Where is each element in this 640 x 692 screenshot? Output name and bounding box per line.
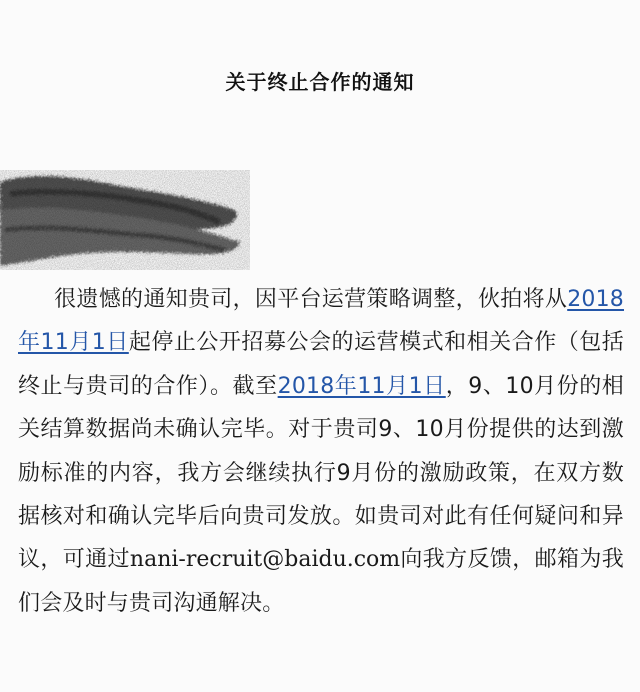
body-part-1: 很遗憾的通知贵司，因平台运营策略调整，伙拍将从 bbox=[54, 287, 568, 312]
body-part-3: ，9、10月份的相关结算数据尚未确认完毕。对于贵司9、10月份提供的达到激励标准的内容，我方会继续执行9月份的激励政策，在双方数据核对和确认完毕后向贵司发放。如贵司对此有任何疑问和异议，可通过 bbox=[18, 373, 625, 573]
redaction-smudge bbox=[0, 170, 250, 270]
body-part-2: 起停止公开招募公会的运营模式和相关合作（包括终止与贵司的合作）。截至 bbox=[18, 330, 624, 399]
notice-title: 关于终止合作的通知 bbox=[225, 70, 415, 94]
notice-body bbox=[18, 278, 624, 625]
email-address: nani-recruit@baidu.com bbox=[129, 547, 401, 573]
date-link-2[interactable]: 2018年11月1日 bbox=[277, 373, 446, 399]
date-link-1[interactable]: 2018年11月1日 bbox=[18, 287, 624, 356]
body-part-4: 向我方反馈，邮箱为我们会及时与贵司沟通解决。 bbox=[18, 547, 624, 616]
